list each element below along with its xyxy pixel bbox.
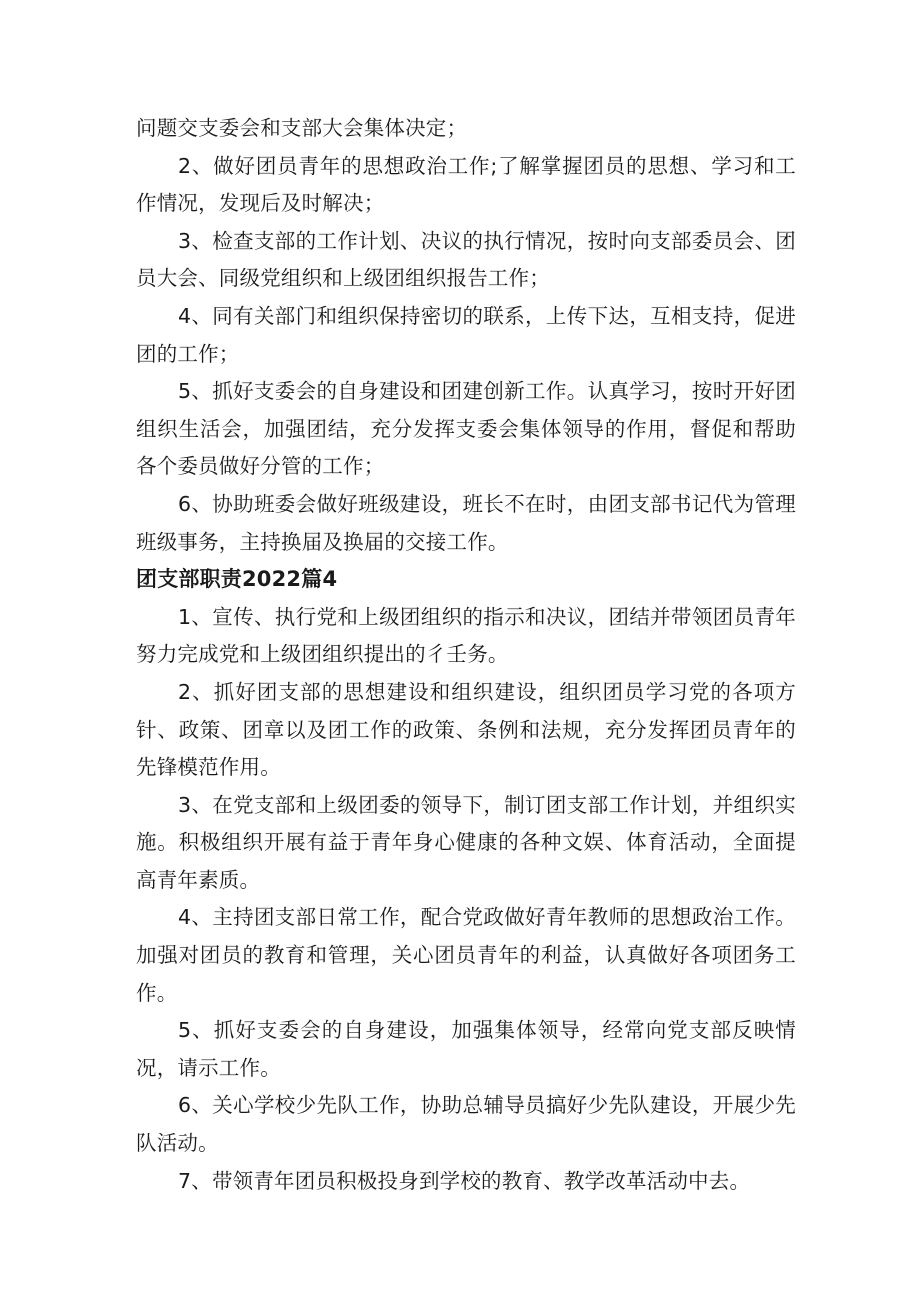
- section-item-3: 3、在党支部和上级团委的领导下，制订团支部工作计划，并组织实施。积极组织开展有益于青年身心健康的各种文娱、体育活动，全面提高青年素质。: [136, 792, 796, 892]
- paragraph-continuation: 问题交支委会和支部大会集体决定；: [136, 116, 468, 140]
- section-item-1: 1、宣传、执行党和上级团组织的指示和决议，团结并带领团员青年努力完成党和上级团组织提出的彳壬务。: [136, 604, 796, 667]
- section-heading: 团支部职责2022篇4: [136, 567, 338, 592]
- paragraph-item-4: 4、同有关部门和组织保持密切的联系，上传下达，互相支持，促进团的工作；: [136, 303, 796, 366]
- document-body: [136, 110, 796, 1200]
- paragraph-item-2: 2、做好团员青年的思想政治工作;了解掌握团员的思想、学习和工作情况，发现后及时解决；: [136, 153, 796, 216]
- paragraph-item-3: 3、检查支部的工作计划、决议的执行情况，按时向支部委员会、团员大会、同级党组织和上级团组织报告工作；: [136, 228, 796, 291]
- paragraph-item-6: 6、协助班委会做好班级建设，班长不在时，由团支部书记代为管理班级事务，主持换届及换届的交接工作。: [136, 491, 796, 554]
- section-item-5: 5、抓好支委会的自身建设，加强集体领导，经常向党支部反映情况，请示工作。: [136, 1018, 796, 1080]
- section-item-7: 7、带领青年团员积极投身到学校的教育、教学改革活动中去。: [178, 1168, 751, 1193]
- paragraph-item-5: 5、抓好支委会的自身建设和团建创新工作。认真学习，按时开好团组织生活会，加强团结，充分发挥支委会集体领导的作用，督促和帮助各个委员做好分管的工作；: [136, 379, 796, 479]
- section-item-4: 4、主持团支部日常工作，配合党政做好青年教师的思想政治工作。加强对团员的教育和管理，关心团员青年的利益，认真做好各项团务工作。: [136, 905, 796, 1005]
- section-item-2: 2、抓好团支部的思想建设和组织建设，组织团员学习党的各项方针、政策、团章以及团工作的政策、条例和法规，充分发挥团员青年的先锋模范作用。: [136, 679, 796, 780]
- section-item-6: 6、关心学校少先队工作，协助总辅导员搞好少先队建设，开展少先队活动。: [136, 1093, 796, 1156]
